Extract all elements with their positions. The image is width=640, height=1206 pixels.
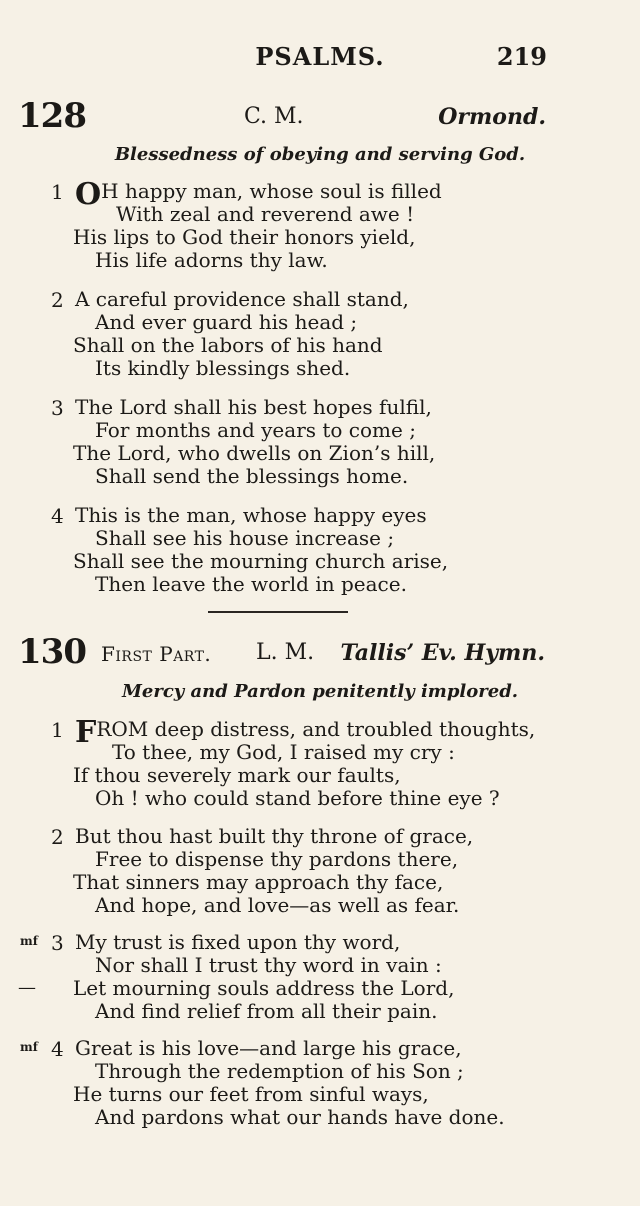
hymn-128-heading <box>0 96 640 140</box>
hymn-meter: C. M. <box>244 104 304 129</box>
hymn-130-heading <box>0 632 640 676</box>
dash-marking: — <box>18 977 36 998</box>
verse-line: To thee, my God, I raised my cry : <box>112 740 455 764</box>
hymn-subject: Blessedness of obeying and serving God. <box>114 144 526 165</box>
verse-line: Shall on the labors of his hand <box>73 333 383 357</box>
verse-line: And ever guard his head ; <box>95 310 358 334</box>
verse-line: For months and years to come ; <box>95 418 416 442</box>
verse-number: 2 <box>51 825 64 849</box>
running-title: PSALMS. <box>255 42 385 71</box>
verse-line: Oh ! who could stand before thine eye ? <box>95 786 500 810</box>
verse-line: My trust is fixed upon thy word, <box>75 930 401 954</box>
verse-line: Free to dispense thy pardons there, <box>95 847 459 871</box>
tune-name: Ormond. <box>438 104 546 130</box>
verse-line: With zeal and reverend awe ! <box>116 202 415 226</box>
verse-line: And find relief from all their pain. <box>95 999 438 1023</box>
verse-number: 3 <box>51 396 64 420</box>
tune-name: Tallis’ Ev. Hymn. <box>340 640 545 666</box>
verse-line: If thou severely mark our faults, <box>73 763 401 787</box>
dynamic-marking: mf <box>20 1040 38 1054</box>
verse-line: Its kindly blessings shed. <box>95 356 351 380</box>
verse-line: The Lord shall his best hopes fulfil, <box>75 395 432 419</box>
verse-line: And pardons what our hands have done. <box>95 1105 505 1129</box>
running-head <box>0 40 640 76</box>
hymn-part: First Part. <box>101 642 212 666</box>
verse-line: This is the man, whose happy eyes <box>75 503 427 527</box>
section-divider <box>208 611 348 613</box>
verse-line: His life adorns thy law. <box>95 248 328 272</box>
verse-number: 1 <box>51 180 64 204</box>
verse-number: 3 <box>51 931 64 955</box>
verse-line: That sinners may approach thy face, <box>73 870 444 894</box>
page-number: 219 <box>496 42 547 71</box>
verse-number: 2 <box>51 288 64 312</box>
verse-line: Then leave the world in peace. <box>95 572 407 596</box>
hymn-number: 130 <box>18 632 86 672</box>
verse-line: A careful providence shall stand, <box>75 287 409 311</box>
verse-line-text: ROM deep distress, and troubled thoughts, <box>96 717 536 741</box>
hymn-number: 128 <box>18 96 86 136</box>
verse-line: And hope, and love—as well as fear. <box>95 893 460 917</box>
drop-cap: O <box>75 177 102 212</box>
verse-line: Shall see the mourning church arise, <box>73 549 449 573</box>
verse-line-text: H happy man, whose soul is filled <box>101 179 442 203</box>
verse-line: Let mourning souls address the Lord, <box>73 976 455 1000</box>
hymn-meter: L. M. <box>256 640 315 665</box>
verse-line: He turns our feet from sinful ways, <box>73 1082 429 1106</box>
verse-number: 4 <box>51 1037 64 1061</box>
verse-line: Shall send the blessings home. <box>95 464 409 488</box>
verse-line: But thou hast built thy throne of grace, <box>75 824 474 848</box>
verse-line: His lips to God their honors yield, <box>73 225 416 249</box>
verse-line: Through the redemption of his Son ; <box>95 1059 464 1083</box>
verse-line: Great is his love—and large his grace, <box>75 1036 462 1060</box>
verse-line: Nor shall I trust thy word in vain : <box>95 953 442 977</box>
dynamic-marking: mf <box>20 934 38 948</box>
drop-cap: F <box>75 715 97 750</box>
verse-number: 1 <box>51 718 64 742</box>
hymn-subject: Mercy and Pardon penitently implored. <box>121 681 519 702</box>
verse-number: 4 <box>51 504 64 528</box>
verse-line: The Lord, who dwells on Zion’s hill, <box>73 441 436 465</box>
verse-line: Shall see his house increase ; <box>95 526 395 550</box>
